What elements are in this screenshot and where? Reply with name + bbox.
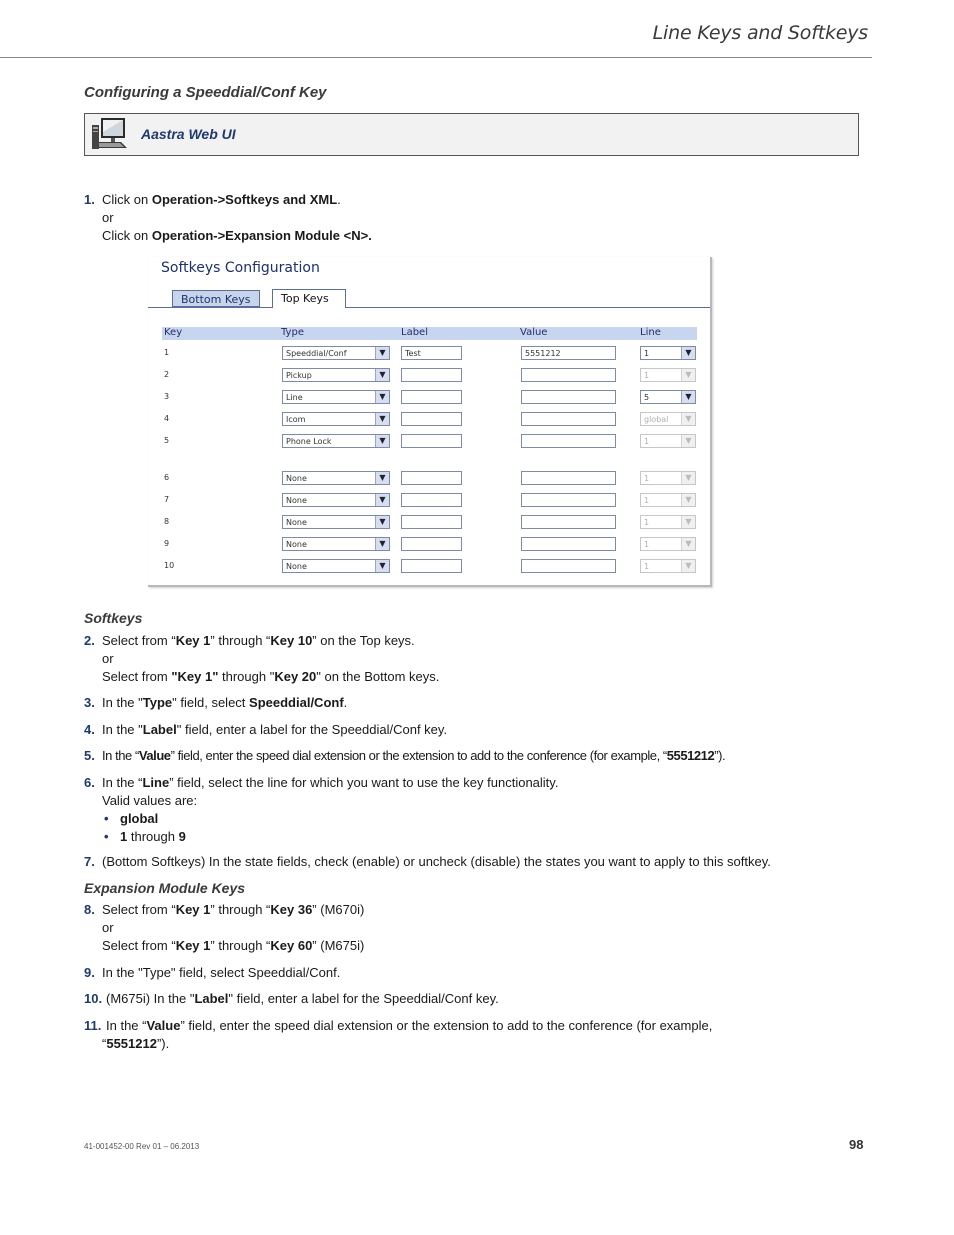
column-header-type: Type	[281, 327, 304, 338]
chevron-down-icon: ▼	[375, 347, 389, 359]
select-value: 1	[644, 474, 650, 483]
label-input[interactable]	[401, 434, 462, 448]
text: through	[127, 829, 179, 844]
chevron-down-icon: ▼	[681, 413, 695, 425]
column-header-row	[162, 327, 697, 340]
bold-text: "Key 1"	[171, 669, 219, 684]
line-select[interactable]	[640, 346, 696, 360]
text: Select from “	[102, 633, 176, 648]
chevron-down-icon: ▼	[375, 391, 389, 403]
text: In the “	[102, 748, 139, 763]
bold-text: Key 1	[175, 633, 211, 648]
text: ” through “	[210, 902, 271, 917]
value-input[interactable]	[521, 471, 616, 485]
valid-values-list	[102, 810, 558, 846]
key-number: 1	[164, 348, 170, 357]
step-number: 4.	[84, 722, 95, 737]
chevron-down-icon: ▼	[681, 369, 695, 381]
chevron-down-icon: ▼	[375, 538, 389, 550]
text: Click on	[102, 192, 152, 207]
type-select[interactable]	[282, 412, 390, 426]
chevron-down-icon: ▼	[375, 560, 389, 572]
chevron-down-icon: ▼	[681, 347, 695, 359]
column-header-value: Value	[520, 327, 548, 338]
chevron-down-icon: ▼	[681, 472, 695, 484]
type-select[interactable]	[282, 390, 390, 404]
step-number: 9.	[84, 965, 95, 980]
bold-text: 9	[178, 829, 186, 844]
step-number: 5.	[84, 748, 95, 763]
type-select[interactable]	[282, 368, 390, 382]
label-input[interactable]	[401, 515, 462, 529]
column-header-label: Label	[401, 327, 428, 338]
web-ui-callout	[84, 113, 859, 156]
bold-text: Key 10	[270, 633, 313, 648]
bold-text: Key 1	[175, 938, 211, 953]
step-number: 7.	[84, 854, 95, 869]
value-input[interactable]	[521, 412, 616, 426]
label-input[interactable]	[401, 368, 462, 382]
chevron-down-icon: ▼	[681, 560, 695, 572]
text: ” on the Top keys.	[312, 633, 415, 648]
chevron-down-icon: ▼	[375, 472, 389, 484]
tab-top-keys[interactable]: Top Keys	[272, 289, 346, 308]
key-number: 2	[164, 370, 170, 379]
input-value: Test	[405, 349, 421, 358]
table-row	[148, 346, 710, 362]
select-value: 1	[644, 437, 650, 446]
or-text: or	[102, 651, 114, 666]
text: " field, select	[172, 695, 250, 710]
list-item	[102, 810, 558, 828]
key-number: 5	[164, 436, 170, 445]
label-input[interactable]	[401, 346, 462, 360]
type-select[interactable]	[282, 537, 390, 551]
input-value: 5551212	[525, 349, 561, 358]
line-select	[640, 537, 696, 551]
softkeys-heading: Softkeys	[84, 610, 143, 626]
running-header-title: Line Keys and Softkeys	[652, 22, 868, 44]
text: In the “	[102, 775, 143, 790]
text: In the “	[106, 1018, 147, 1033]
table-row	[148, 434, 710, 450]
bold-text: 1	[120, 829, 128, 844]
bold-text: Label	[194, 991, 229, 1006]
select-value: Phone Lock	[286, 437, 332, 446]
label-input[interactable]	[401, 537, 462, 551]
text: In the "Type" field, select Speeddial/Conf.	[102, 965, 341, 980]
select-value: Line	[286, 393, 303, 402]
text: .	[337, 192, 341, 207]
select-value: 1	[644, 371, 650, 380]
table-row	[148, 471, 710, 487]
key-number: 3	[164, 392, 170, 401]
value-input[interactable]	[521, 559, 616, 573]
select-value: None	[286, 496, 307, 505]
text: through "	[218, 669, 275, 684]
page-number: 98	[849, 1137, 864, 1152]
text: " field, enter a label for the Speeddial/Conf key.	[228, 991, 499, 1006]
or-text: or	[102, 210, 114, 225]
bold-text: Speeddial/Conf	[249, 695, 344, 710]
select-value: None	[286, 474, 307, 483]
label-input[interactable]	[401, 412, 462, 426]
screenshot-title: Softkeys Configuration	[161, 260, 320, 276]
text: " on the Bottom keys.	[316, 669, 440, 684]
text: Select from	[102, 669, 172, 684]
bold-text: Value	[146, 1018, 181, 1033]
text: .	[343, 695, 348, 710]
text: " field, enter a label for the Speeddial/Conf key.	[176, 722, 448, 737]
type-select[interactable]	[282, 559, 390, 573]
tab-bottom-keys[interactable]: Bottom Keys	[172, 290, 260, 307]
text: In the "	[102, 695, 143, 710]
bold-text: Value	[138, 748, 171, 763]
table-row	[148, 515, 710, 531]
type-select[interactable]	[282, 346, 390, 360]
select-value: Pickup	[286, 371, 312, 380]
bold-text: global	[120, 811, 159, 826]
text: Valid values are:	[102, 793, 198, 808]
table-row	[148, 537, 710, 553]
label-input[interactable]	[401, 471, 462, 485]
list-item	[102, 828, 558, 846]
line-select	[640, 434, 696, 448]
chevron-down-icon: ▼	[681, 516, 695, 528]
label-input[interactable]	[401, 493, 462, 507]
key-number: 7	[164, 495, 170, 504]
table-row	[148, 368, 710, 384]
select-value: None	[286, 562, 307, 571]
select-value: 1	[644, 349, 650, 358]
chevron-down-icon: ▼	[375, 516, 389, 528]
softkeys-configuration-screenshot	[148, 257, 712, 587]
bold-text: Line	[142, 775, 170, 790]
table-row	[148, 412, 710, 428]
text: ”).	[156, 1036, 170, 1051]
text: ” field, enter the speed dial extension or the extension to add to the conference (for example,	[180, 1018, 713, 1033]
bullet-icon: •	[104, 829, 109, 844]
line-select	[640, 493, 696, 507]
type-select[interactable]	[282, 515, 390, 529]
step-number: 6.	[84, 775, 95, 790]
bold-text: Key 20	[274, 669, 317, 684]
text: ”).	[714, 748, 726, 763]
label-input[interactable]	[401, 390, 462, 404]
bold-text: 5551212	[106, 1036, 157, 1051]
web-ui-label: Aastra Web UI	[141, 126, 236, 142]
menu-path-bold: Operation->Softkeys and XML	[151, 192, 338, 207]
text: “	[102, 1036, 107, 1051]
expansion-module-heading: Expansion Module Keys	[84, 880, 246, 896]
line-select	[640, 471, 696, 485]
key-number: 4	[164, 414, 170, 423]
value-input[interactable]	[521, 390, 616, 404]
chevron-down-icon: ▼	[681, 538, 695, 550]
step-number: 11.	[84, 1018, 102, 1033]
computer-icon	[89, 117, 131, 153]
key-number: 8	[164, 517, 170, 526]
bold-text: Key 1	[175, 902, 211, 917]
chevron-down-icon: ▼	[681, 391, 695, 403]
chevron-down-icon: ▼	[681, 435, 695, 447]
line-select	[640, 559, 696, 573]
line-select	[640, 412, 696, 426]
bold-text: 5551212	[666, 748, 715, 763]
chevron-down-icon: ▼	[681, 494, 695, 506]
value-input[interactable]	[521, 537, 616, 551]
text: In the "	[102, 722, 143, 737]
key-number: 10	[164, 561, 175, 570]
document-id: 41-001452-00 Rev 01 – 06.2013	[84, 1142, 200, 1151]
bold-text: Label	[142, 722, 177, 737]
step-number: 8.	[84, 902, 95, 917]
select-value: None	[286, 540, 307, 549]
line-select	[640, 515, 696, 529]
select-value: None	[286, 518, 307, 527]
value-input[interactable]	[521, 434, 616, 448]
chevron-down-icon: ▼	[375, 494, 389, 506]
step-number: 2.	[84, 633, 95, 648]
header-divider	[0, 57, 872, 58]
text: ” through “	[210, 938, 271, 953]
bold-text: Key 36	[270, 902, 313, 917]
select-value: global	[644, 415, 669, 424]
text: ” field, select the line for which you want to use the key functionality.	[169, 775, 559, 790]
column-header-key: Key	[164, 327, 183, 338]
chevron-down-icon: ▼	[375, 413, 389, 425]
type-select[interactable]	[282, 471, 390, 485]
select-value: 5	[644, 393, 650, 402]
select-value: 1	[644, 496, 650, 505]
or-text: or	[102, 920, 114, 935]
chevron-down-icon: ▼	[375, 435, 389, 447]
bullet-icon: •	[104, 811, 109, 826]
value-input[interactable]	[521, 368, 616, 382]
text: ” field, enter the speed dial extension or the extension to add to the conference (for example, “	[170, 748, 667, 763]
table-row	[148, 390, 710, 406]
value-input[interactable]	[521, 493, 616, 507]
tab-divider	[148, 307, 710, 308]
line-select[interactable]	[640, 390, 696, 404]
value-input[interactable]	[521, 515, 616, 529]
select-value: Icom	[286, 415, 306, 424]
text: Select from “	[102, 902, 176, 917]
select-value: 1	[644, 540, 650, 549]
text: Click on	[102, 228, 152, 243]
bold-text: Type	[142, 695, 173, 710]
step-number: 3.	[84, 695, 95, 710]
text: Select from “	[102, 938, 176, 953]
text: (M675i) In the "	[106, 991, 195, 1006]
chevron-down-icon: ▼	[375, 369, 389, 381]
bold-text: Key 60	[270, 938, 313, 953]
section-title: Configuring a Speeddial/Conf Key	[84, 84, 327, 101]
table-row	[148, 559, 710, 575]
text: (Bottom Softkeys) In the state fields, check (enable) or uncheck (disable) the states you want to apply to this softkey.	[102, 854, 771, 869]
table-row	[148, 493, 710, 509]
menu-path-bold: Operation->Expansion Module <N>.	[151, 228, 372, 243]
key-number: 6	[164, 473, 170, 482]
text: ” through “	[210, 633, 271, 648]
type-select[interactable]	[282, 434, 390, 448]
key-number: 9	[164, 539, 170, 548]
type-select[interactable]	[282, 493, 390, 507]
text: ” (M675i)	[312, 938, 365, 953]
column-header-line: Line	[640, 327, 661, 338]
line-select	[640, 368, 696, 382]
value-input[interactable]	[521, 346, 616, 360]
select-value: Speeddial/Conf	[286, 349, 347, 358]
step-number: 10.	[84, 991, 103, 1006]
text: ” (M670i)	[312, 902, 365, 917]
select-value: 1	[644, 562, 650, 571]
select-value: 1	[644, 518, 650, 527]
label-input[interactable]	[401, 559, 462, 573]
step-number: 1.	[84, 192, 95, 207]
